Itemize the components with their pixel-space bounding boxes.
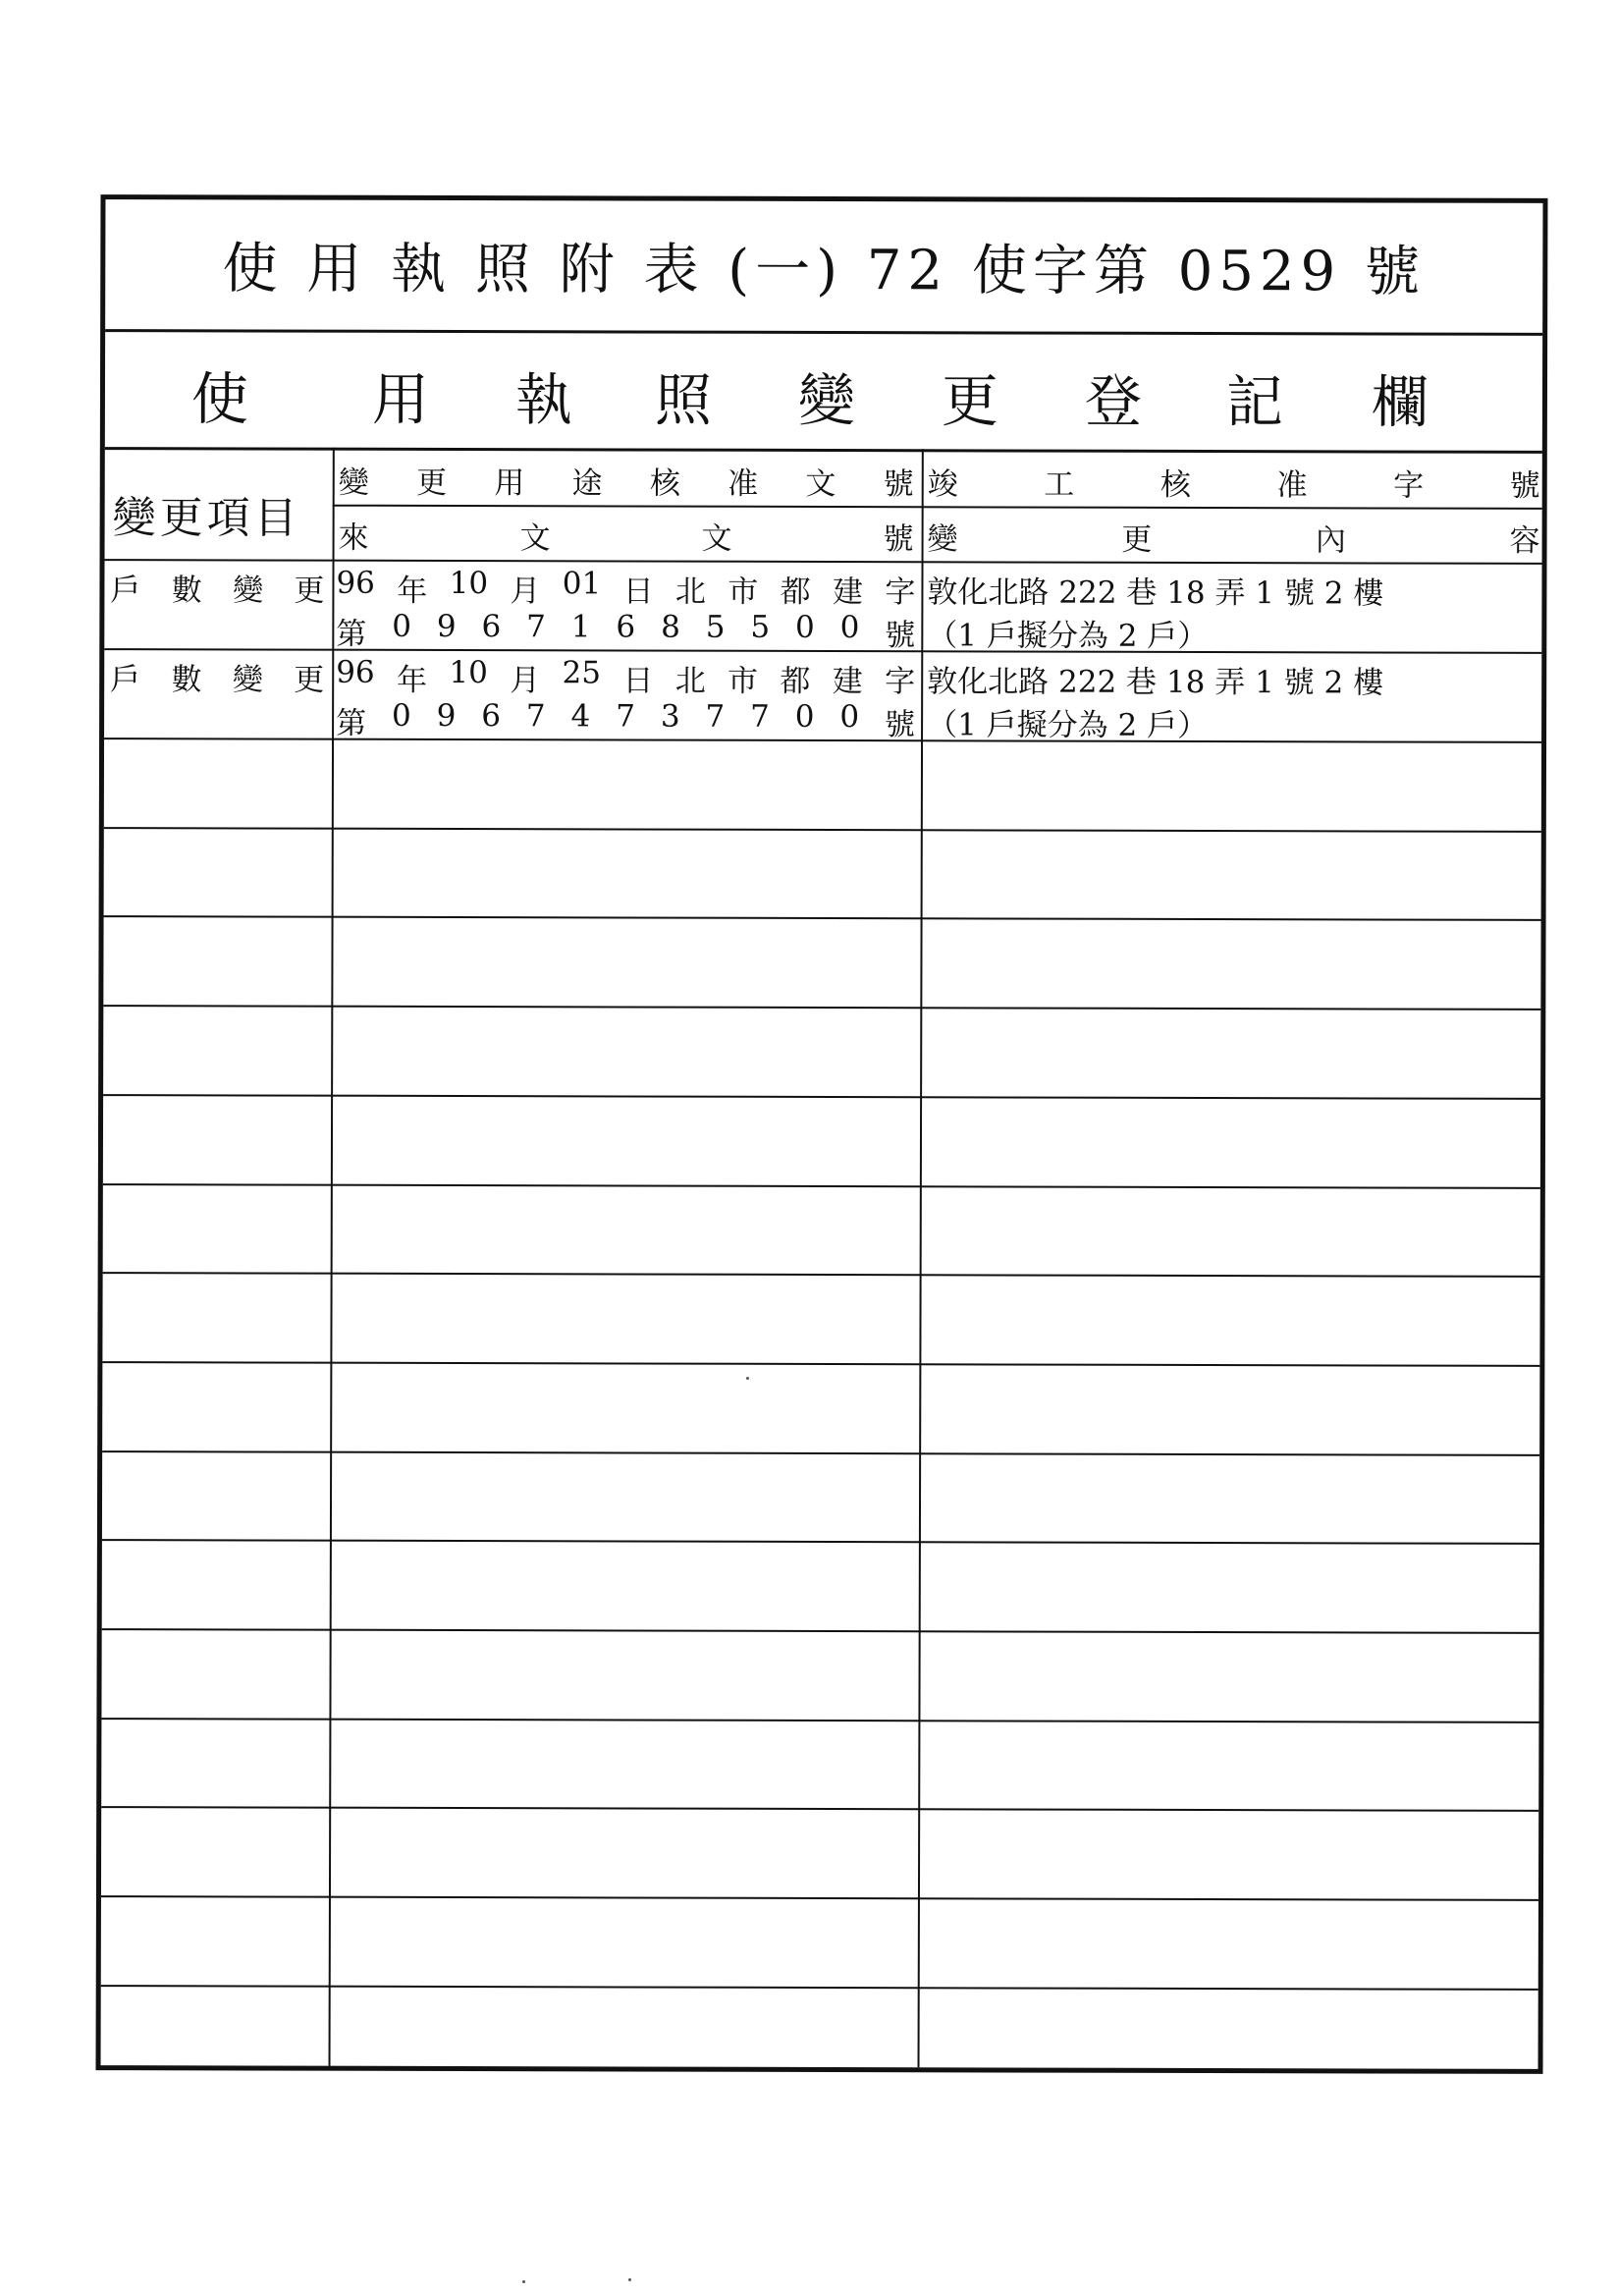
row-divider [102,1539,1539,1545]
scan-speck [522,2280,525,2283]
spread-char: 用 [494,465,525,502]
spread-char: 日 [622,663,654,699]
spread-char: 0 [839,699,860,736]
spread-char: 核 [649,465,680,502]
spread-char: 0 [839,610,860,646]
spread-char: 8 [661,609,680,645]
spread-char: 0 [794,609,815,645]
row-divider [104,827,1541,833]
row-doc-no-line1 [336,566,915,612]
spread-char: 1 [570,609,591,645]
subtitle-char: 執 [514,366,573,434]
row-doc-no-line2 [336,609,915,655]
spread-char: 准 [728,465,759,502]
spread-char: 5 [750,609,771,645]
spread-char: 容 [1509,522,1540,559]
spread-char: 5 [705,609,726,645]
spread-char: 號 [883,521,914,558]
row-doc-no-line2 [336,698,915,744]
spread-char: 竣 [927,466,958,503]
spread-char: 變 [338,465,369,501]
document-title-text: 使 用 執 照 附 表 (一) 72 使字第 0529 號 [222,237,1427,304]
spread-char: 9 [436,608,457,645]
spread-char: 字 [1393,467,1425,504]
change-register-table [101,447,1542,2069]
spread-char: 文 [519,520,551,557]
spread-char: 建 [832,664,863,700]
column-divider [329,448,335,2066]
row-divider [104,915,1541,921]
row-divider [103,1183,1540,1189]
row-divider [103,1094,1540,1100]
spread-char: 10 [449,655,488,691]
subtitle-char: 更 [941,367,999,435]
spread-char: 7 [526,609,546,645]
spread-char: 來 [338,519,369,556]
spread-char: 號 [885,618,916,654]
document-title [105,199,1542,336]
spread-char: 戶 [110,662,141,698]
spread-char: 7 [750,698,770,735]
spread-char: 更 [294,573,325,609]
spread-char: 變 [232,662,263,698]
spread-char: 市 [728,574,759,610]
row-divider [101,1806,1538,1812]
spread-char: 6 [616,609,636,645]
spread-char: 文 [805,465,836,503]
spread-char: 年 [397,573,428,609]
subtitle-char: 變 [797,366,856,435]
spread-char: 第 [336,705,367,741]
spread-char: 戶 [110,573,141,609]
row-change-item [110,654,324,699]
row-divider [102,1450,1539,1456]
subtitle-char: 登 [1084,367,1143,435]
spread-char: 01 [562,566,602,602]
spread-char: 建 [832,574,864,611]
spread-char: 字 [885,664,916,700]
header-change-item: 變更項目 [112,493,301,544]
column-divider [918,449,924,2067]
header-split-line [333,505,1542,510]
row-divider [102,1628,1539,1634]
spread-char: 數 [171,662,202,698]
spread-char: 4 [570,698,591,735]
spread-char: 月 [510,663,541,699]
row-doc-no-line1 [336,655,915,701]
header-incoming-doc-no [339,513,914,559]
header-completion-approval-no [928,459,1540,505]
spread-char: 號 [883,466,914,503]
spread-char: 都 [780,574,811,610]
header-approval-doc-no [339,458,914,504]
spread-char: 北 [674,574,707,610]
row-divider [103,1005,1540,1011]
spread-char: 0 [794,698,815,735]
spread-char: 7 [705,698,726,735]
spread-char: 變 [927,521,958,558]
spread-char: 25 [562,655,602,691]
row-change-content-line1: 敦化北路 222 巷 18 弄 1 號 2 樓 [927,574,1384,612]
subtitle-char: 欄 [1371,368,1429,436]
spread-char: 0 [392,608,412,644]
subtitle-char: 使 [190,365,249,433]
spread-char: 字 [885,574,916,611]
header-bottom-line [105,559,1542,565]
spread-char: 工 [1044,466,1075,503]
document-subtitle [105,329,1542,454]
spread-char: 日 [622,574,654,610]
subtitle-char: 記 [1225,368,1284,436]
spread-char: 10 [449,566,489,602]
spread-char: 准 [1276,467,1308,504]
spread-char: 號 [1509,467,1540,504]
row-divider [101,1895,1538,1901]
spread-char: 0 [391,697,411,734]
spread-char: 號 [884,707,916,743]
spread-char: 月 [510,574,541,610]
row-divider [103,1272,1540,1278]
spread-char: 6 [481,698,502,735]
scan-speck [628,2278,631,2281]
spread-char: 96 [336,654,375,690]
subtitle-char: 照 [654,366,713,434]
spread-char: 6 [481,609,502,645]
spread-char: 96 [336,565,375,601]
spread-char: 變 [233,573,264,609]
spread-char: 7 [525,698,546,735]
spread-char: 年 [396,662,428,698]
row-change-content-line2: （1 戶擬分為 2 戶） [927,618,1209,655]
spread-char: 7 [616,698,636,735]
spread-char: 更 [415,465,448,501]
spread-char: 市 [728,663,759,699]
subtitle-char: 用 [371,365,430,433]
row-divider [102,1361,1539,1367]
spread-char: 9 [436,697,457,735]
spread-char: 3 [660,698,680,735]
spread-char: 北 [674,663,706,699]
spread-char: 更 [1121,521,1153,558]
row-change-content-line2: （1 戶擬分為 2 戶） [927,707,1209,744]
row-divider [101,1985,1538,1991]
spread-char: 都 [780,663,811,699]
spread-char: 數 [171,573,202,609]
license-sheet [96,194,1548,2074]
spread-char: 文 [701,520,732,557]
spread-char: 第 [336,616,367,652]
spread-char: 內 [1315,522,1346,559]
header-change-content [928,514,1540,560]
spread-char: 途 [571,465,603,502]
row-divider [101,1718,1538,1723]
row-change-item [110,565,324,610]
scan-speck [746,1377,749,1380]
row-change-content-line1: 敦化北路 222 巷 18 弄 1 號 2 樓 [927,664,1384,701]
spread-char: 核 [1160,466,1191,503]
spread-char: 更 [294,662,325,698]
